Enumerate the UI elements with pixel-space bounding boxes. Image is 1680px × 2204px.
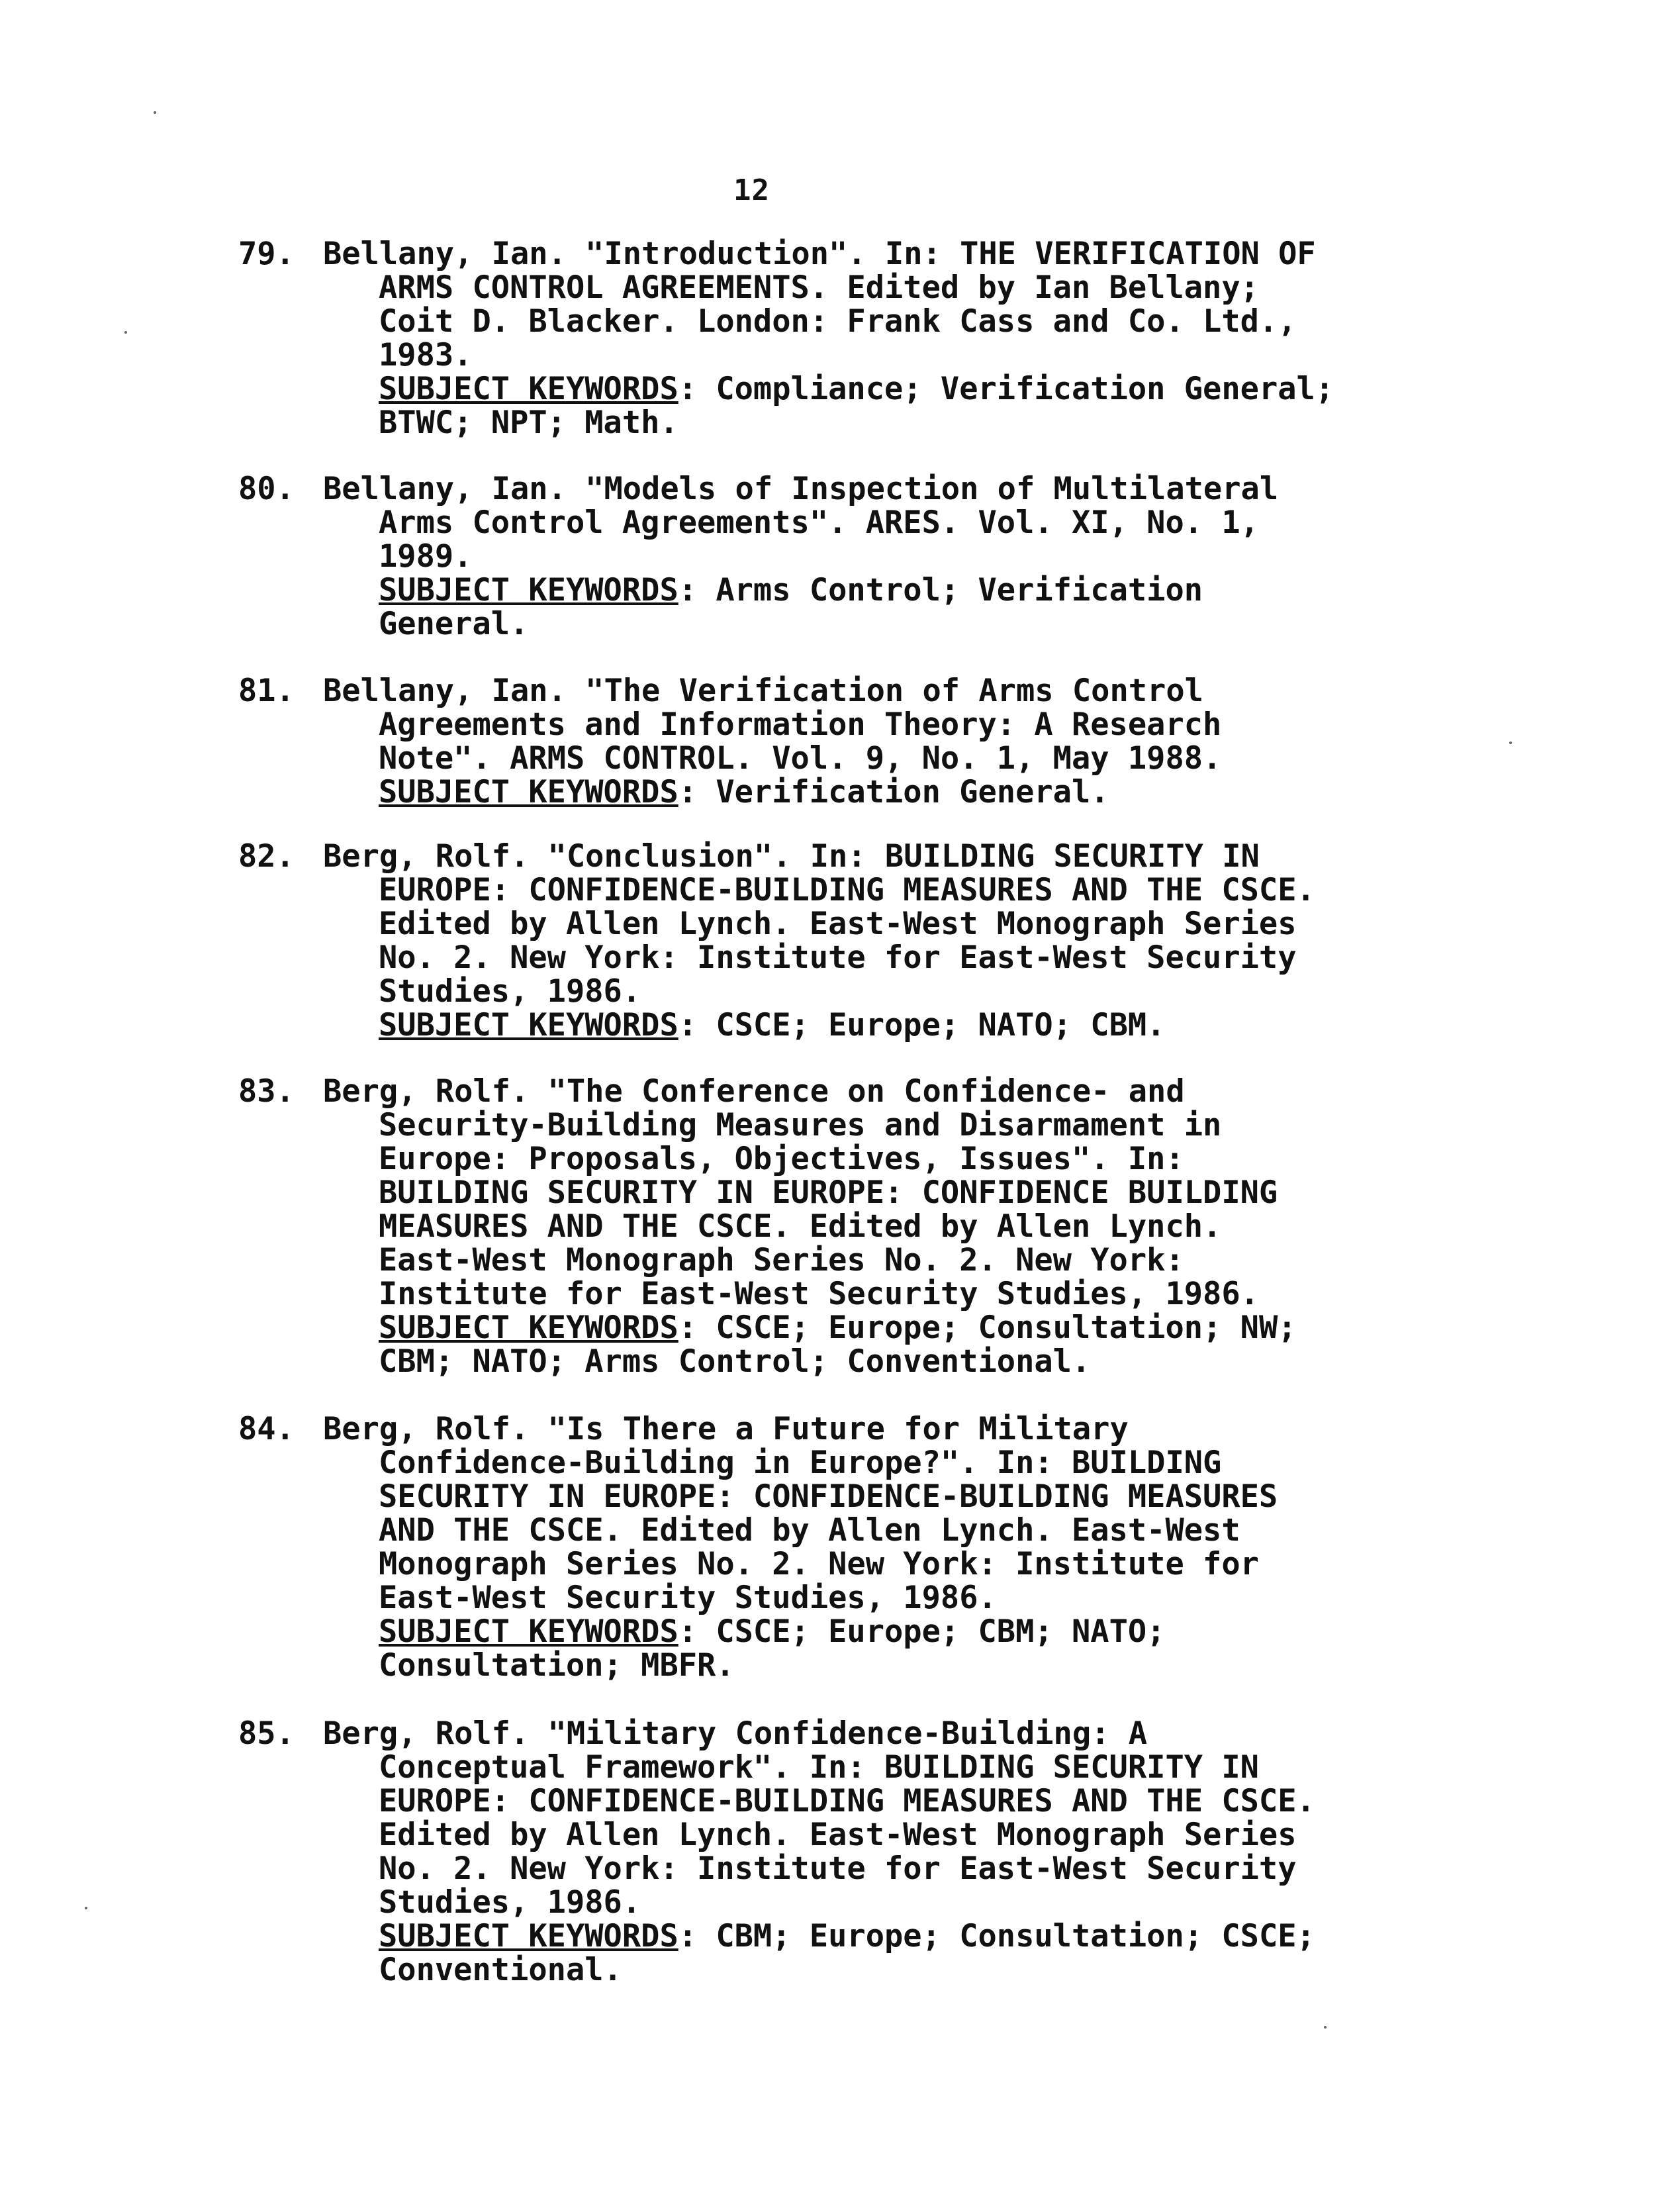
keywords-continuation: BTWC; NPT; Math. (379, 405, 678, 441)
bibliography-entry-82 (238, 839, 1430, 1042)
entry-line: Edited by Allen Lynch. East-West Monograph Series (379, 906, 1297, 942)
keywords-label: SUBJECT KEYWORDS (379, 1918, 678, 1954)
keywords-continuation: Conventional. (379, 1952, 622, 1988)
entry-line: ARMS CONTROL AGREEMENTS. Edited by Ian Bellany; (379, 269, 1259, 306)
entry-first-line: Bellany, Ian. "Models of Inspection of Multilateral (323, 471, 1279, 507)
entry-line: Studies, 1986. (379, 973, 641, 1010)
keywords-text: : CSCE; Europe; Consultation; NW; (678, 1310, 1297, 1346)
entry-line: MEASURES AND THE CSCE. Edited by Allen Lynch. (379, 1208, 1222, 1245)
keywords-text: : CBM; Europe; Consultation; CSCE; (678, 1918, 1315, 1954)
entry-line: Arms Control Agreements". ARES. Vol. XI, No. 1, (379, 504, 1259, 541)
keywords-label: SUBJECT KEYWORDS (379, 1310, 678, 1346)
keywords-line (379, 1008, 1430, 1042)
bibliography-entry-80 (238, 472, 1430, 641)
keywords-label: SUBJECT KEYWORDS (379, 774, 678, 810)
entry-first-line: Bellany, Ian. "Introduction". In: THE VERIFICATION OF (323, 236, 1316, 272)
keywords-continuation: Consultation; MBFR. (379, 1647, 735, 1684)
entry-number: 82. (238, 838, 295, 875)
keywords-text: : CSCE; Europe; NATO; CBM. (678, 1007, 1166, 1043)
keywords-label: SUBJECT KEYWORDS (379, 1613, 678, 1650)
entry-number: 83. (238, 1073, 295, 1110)
keywords-text: : Compliance; Verification General; (678, 371, 1334, 407)
entry-line: EUROPE: CONFIDENCE-BUILDING MEASURES AND THE CSCE. (379, 1783, 1315, 1819)
bibliography-entry-83 (238, 1075, 1430, 1378)
entry-line: Edited by Allen Lynch. East-West Monograph Series (379, 1817, 1297, 1853)
entry-line: East-West Monograph Series No. 2. New York: (379, 1242, 1184, 1278)
entry-line: Confidence-Building in Europe?". In: BUILDING (379, 1445, 1222, 1481)
bibliography-entry-81 (238, 674, 1430, 809)
scan-speck (124, 331, 127, 334)
entry-line: 1989. (379, 538, 473, 575)
keywords-text: : Arms Control; Verification (678, 572, 1203, 608)
keywords-label: SUBJECT KEYWORDS (379, 1007, 678, 1043)
entry-number: 80. (238, 471, 295, 507)
entry-line: No. 2. New York: Institute for East-West Security (379, 939, 1297, 976)
bibliography-entry-85 (238, 1717, 1430, 1987)
entry-line: No. 2. New York: Institute for East-West Security (379, 1850, 1297, 1887)
entry-line: AND THE CSCE. Edited by Allen Lynch. East-West (379, 1512, 1240, 1549)
scan-speck (85, 1907, 87, 1909)
entry-first-line: Berg, Rolf. "Conclusion". In: BUILDING SECURITY IN (323, 838, 1260, 875)
entry-line: Agreements and Information Theory: A Research (379, 706, 1222, 743)
entry-number: 79. (238, 236, 295, 272)
keywords-line (379, 573, 1430, 607)
scan-speck (1509, 742, 1512, 744)
entry-line: Security-Building Measures and Disarmament in (379, 1107, 1222, 1143)
keywords-label: SUBJECT KEYWORDS (379, 572, 678, 608)
entry-first-line: Berg, Rolf. "The Conference on Confidence- and (323, 1073, 1185, 1110)
keywords-continuation: CBM; NATO; Arms Control; Conventional. (379, 1343, 1091, 1380)
entry-number: 84. (238, 1411, 295, 1447)
entry-line: Institute for East-West Security Studies, 1986. (379, 1276, 1259, 1312)
entry-line: Europe: Proposals, Objectives, Issues". In: (379, 1141, 1184, 1177)
entry-first-line: Bellany, Ian. "The Verification of Arms Control (323, 673, 1203, 709)
entry-line: Conceptual Framework". In: BUILDING SECURITY IN (379, 1749, 1259, 1786)
keywords-line (379, 775, 1430, 809)
keywords-line (379, 1615, 1430, 1649)
entry-line: EUROPE: CONFIDENCE-BUILDING MEASURES AND THE CSCE. (379, 872, 1315, 908)
entry-first-line: Berg, Rolf. "Is There a Future for Military (323, 1411, 1129, 1447)
keywords-line (379, 372, 1430, 406)
scan-speck (154, 111, 156, 114)
keywords-label: SUBJECT KEYWORDS (379, 371, 678, 407)
entry-line: Note". ARMS CONTROL. Vol. 9, No. 1, May 1988. (379, 740, 1222, 777)
entry-line: East-West Security Studies, 1986. (379, 1580, 997, 1616)
entry-line: 1983. (379, 337, 473, 373)
entry-line: BUILDING SECURITY IN EUROPE: CONFIDENCE BUILDING (379, 1174, 1278, 1211)
keywords-line (379, 1311, 1430, 1345)
entry-first-line: Berg, Rolf. "Military Confidence-Building: A (323, 1715, 1148, 1752)
entry-line: Monograph Series No. 2. New York: Institute for (379, 1546, 1259, 1582)
entry-line: Studies, 1986. (379, 1884, 641, 1921)
entry-number: 85. (238, 1715, 295, 1752)
entry-number: 81. (238, 673, 295, 709)
keywords-continuation: General. (379, 606, 529, 642)
keywords-text: : Verification General. (678, 774, 1109, 810)
entry-line: SECURITY IN EUROPE: CONFIDENCE-BUILDING MEASURES (379, 1478, 1278, 1515)
bibliography-entry-79 (238, 237, 1430, 440)
entry-line: Coit D. Blacker. London: Frank Cass and Co. Ltd., (379, 303, 1297, 340)
keywords-line (379, 1919, 1430, 1953)
bibliography-entry-84 (238, 1412, 1430, 1682)
scan-speck (1324, 2026, 1327, 2029)
keywords-text: : CSCE; Europe; CBM; NATO; (678, 1613, 1166, 1650)
page-number: 12 (733, 173, 770, 207)
